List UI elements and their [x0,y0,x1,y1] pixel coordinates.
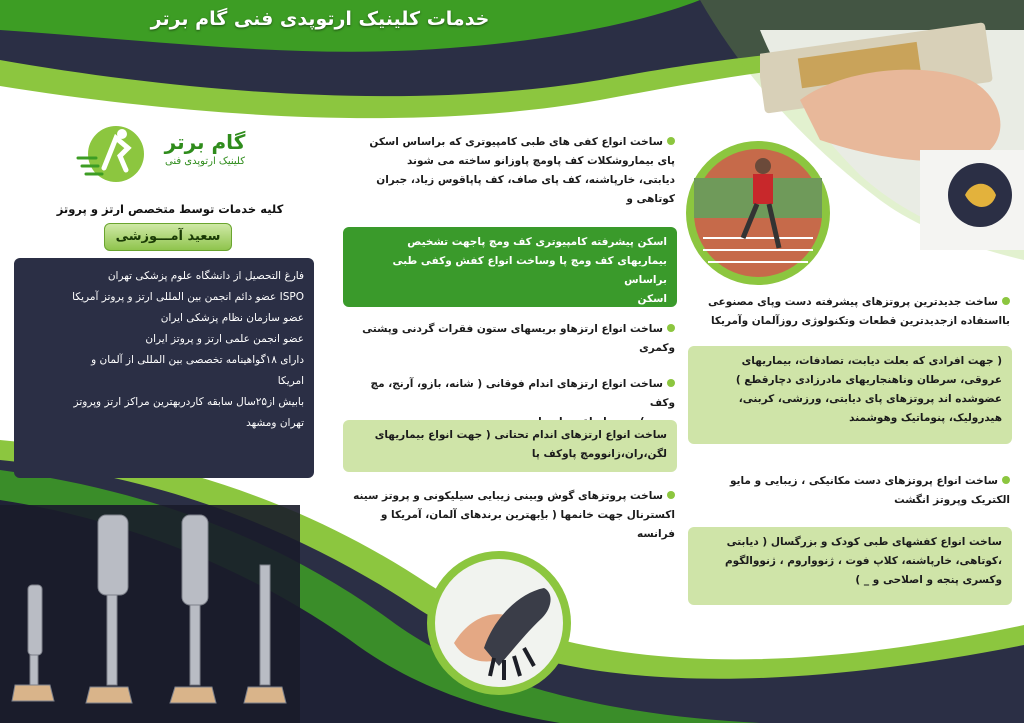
doctor-name-badge: سعید آمـــوزشی [104,223,232,251]
service-line [345,487,675,506]
header-title: خدمات کلینیک ارتوپدی فنی گام برتر [150,8,490,30]
service-silicone-prostheses [345,487,675,544]
box-line: وکسری پنجه و اصلاحی و _ ) [855,574,1002,586]
bullet-dot [667,491,675,499]
box-line: بیماریهای کف ومچ پا وساخت انواع کفش وکفی طبی براساس [392,255,667,286]
service-hand-prostheses [690,472,1010,510]
logo-name: گام برتر [164,130,246,154]
logo-subtitle: کلینیک ارتوپدی فنی [165,156,245,167]
box-line: عضوشده اند پروتزهای پای دیابتی، ورزشی، کربنی، [738,393,1002,405]
service-line: پای بیماروشکلات کف پاومچ پاوزانو ساخته می شوند [406,155,675,167]
service-text: ساخت پروتزهای گوش وبینی زیبایی سیلیکونی و پروتز سینه [353,490,663,502]
credential-line: بابیش از۲۵سال سابقه کاردربهترین مراکز ارتز وپروتز [73,396,304,408]
amputee-box [688,346,1012,444]
credential-line: عضو انجمن علمی ارتز و پروتز ایران [145,333,304,345]
foot-scan-hand-image [760,20,1024,250]
service-line: بااستفاده ازجدیدترین قطعات وتکنولوژی روزآلمان وآمریکا [710,315,1010,327]
box-line: لگن،ران،زانوومچ پاوکف پا [531,448,667,460]
prosthetic-legs-image [10,505,300,715]
box-line: عروقی، سرطان وناهنجاریهای مادرزادی دچارقطع ) [735,374,1002,386]
service-line [690,472,1010,491]
foot-scan-box [343,227,677,307]
logo-text [150,130,260,167]
service-line [345,375,675,413]
robotic-handshake-image [424,548,574,698]
credentials-panel [14,258,314,478]
service-line: دیابتی، خارپاشنه، کف پای صاف، کف پاپاقوس زیاد، جبران [376,174,675,186]
service-line: الکتریک وپروتز انگشت [894,494,1010,506]
box-line: ( جهت افرادی که بعلت دیابت، تصادفات، بیماریهای [741,355,1002,367]
box-line: اسکن پیشرفته کامپیوتری کف ومچ پاجهت تشخیص [407,236,667,248]
service-line: وکمری [639,342,675,354]
service-text: ساخت انواع ارتزهاو بریسهای ستون فقرات گردنی وپشتی [362,323,663,335]
box-line: هیدرولیک، پنوماتیک وهوشمند [849,412,1002,424]
bullet-dot [667,324,675,332]
credential-line: فارغ التحصیل از دانشگاه علوم پزشکی تهران [107,270,304,282]
credential-line: امریکا [277,375,304,387]
box-line: ساخت انواع ارتزهای اندام تحتانی ( جهت انواع بیماریهای [374,429,667,441]
service-insoles [345,133,675,209]
credential-line: تهران ومشهد [246,417,304,429]
bullet-dot [667,379,675,387]
bullet-dot [667,137,675,145]
medical-shoes-box [688,527,1012,605]
box-line: ،کوتاهی، خارپاشنه، کلاپ فوت ، ژنوواروم ، ژنووالگوم [724,555,1002,567]
service-text: ساخت انواع کفی های طبی کامپیوتری که براساس اسکن [369,136,663,148]
service-advanced-prostheses [690,293,1010,331]
service-line: کوتاهی و [626,193,675,205]
credential-line: عضو سازمان نظام پزشکی ایران [160,312,304,324]
service-line [345,133,675,152]
service-line [690,293,1010,312]
bullet-dot [1002,476,1010,484]
bullet-dot [1002,297,1010,305]
doctor-intro: کلیه خدمات توسط متخصص ارتز و پروتز [56,202,284,216]
service-line: فرانسه [636,528,675,540]
service-text: ساخت انواع ارتزهای اندام فوقانی ( شانه، بازو، آرنج، مچ وکف [370,378,675,409]
service-text: ساخت انواع پروتزهای دست مکانیکی ، زیبایی و مایو [729,475,998,487]
service-text: ساخت جدیدترین پروتزهای پیشرفته دست وپای مصنوعی [707,296,998,308]
credential-line: دارای ۱۸گواهینامه تخصصی بین المللی از آلمان و [91,354,304,366]
service-line: اکسترنال جهت خانمها ( باِبهترین برندهای آلمان، آمریکا و [380,509,675,521]
service-spine-orthoses [345,320,675,358]
credential-line: ISPO عضو دائم انجمن بین المللی ارتز و پروتز آمریکا [72,291,304,303]
box-line: ساخت انواع کفشهای طبی کودک و بزرگسال ( دیابتی [726,536,1002,548]
service-line [345,320,675,339]
lower-limb-box [343,420,677,472]
box-line: اسکن [637,293,667,305]
